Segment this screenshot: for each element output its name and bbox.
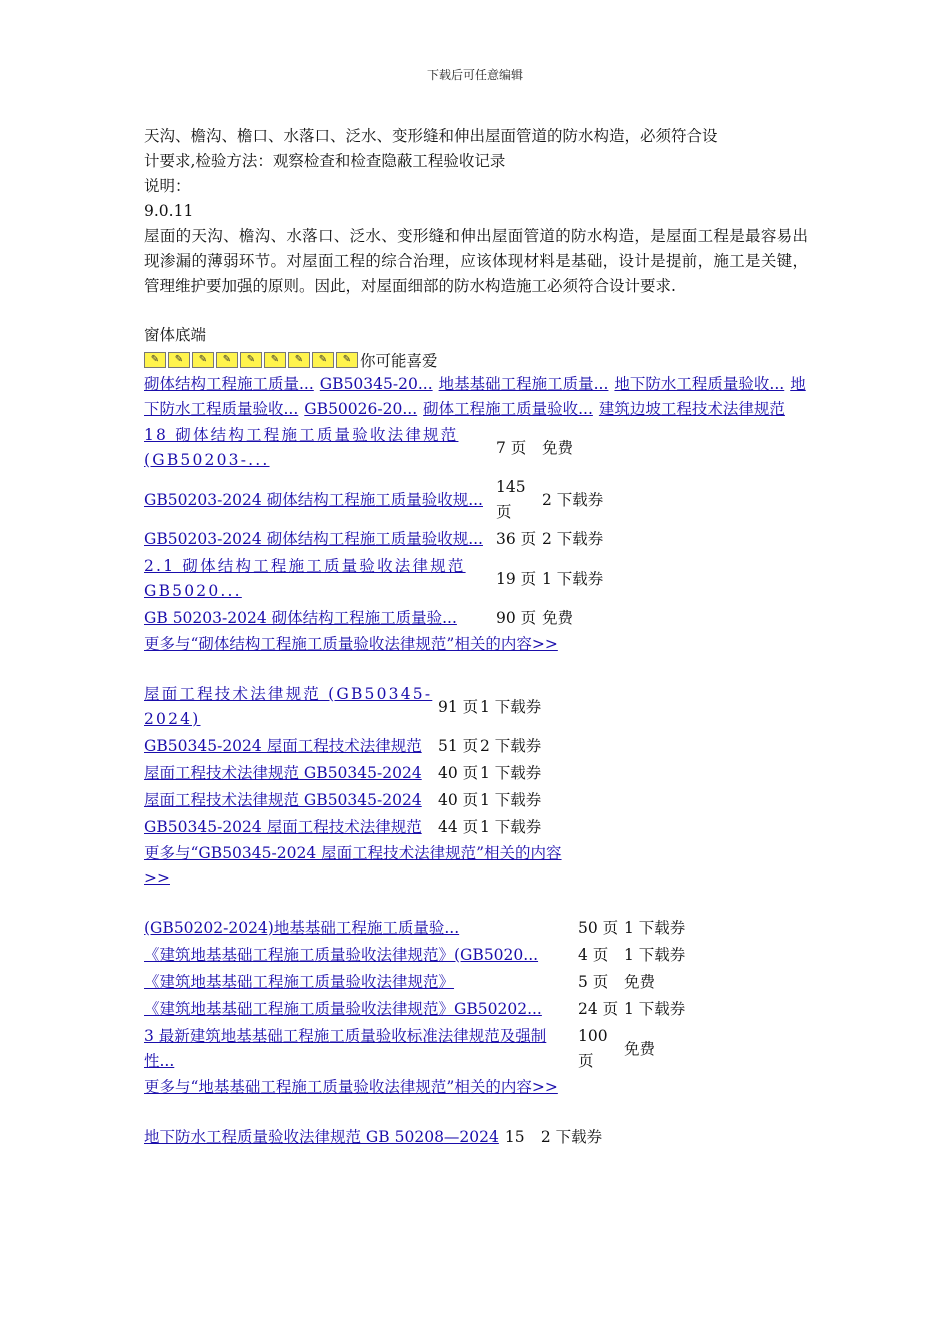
page-header: 下载后可任意编辑 [426, 68, 523, 82]
table-row [144, 526, 642, 553]
price-label: 免费 [624, 1039, 656, 1058]
table-row [144, 422, 642, 474]
main-content [144, 124, 808, 1151]
body-paragraph: 屋面的天沟、檐沟、水落口、泛水、变形缝和伸出屋面管道的防水构造，是屋面工程是最容易出现渗漏的薄弱环节。对屋面工程的综合治理，应该体现材料是基础，设计是提前，施工是关键，管理维护要加强的原则。因此，对屋面细部的防水构造施工必须符合设计要求. [144, 227, 808, 295]
page-count: 40 页 [438, 791, 479, 809]
price-label: 1 下载券 [480, 791, 542, 809]
price-label: 2 下载券 [480, 737, 542, 755]
doc-link[interactable]: 《建筑地基基础工程施工质量验收法律规范》 [144, 973, 455, 991]
doc-link[interactable]: 屋面工程技术法律规范 (GB50345-2024) [144, 685, 433, 728]
rating-star-icon[interactable]: ✎ [312, 352, 334, 368]
body-line-4: 9.0.11 [144, 202, 194, 220]
page-count: 4 页 [578, 946, 609, 964]
page-count: 51 页 [438, 737, 479, 755]
form-end-label: 窗体底端 [144, 326, 207, 344]
price-label: 1 下载券 [480, 764, 542, 782]
doc-link[interactable]: 《建筑地基基础工程施工质量验收法律规范》GB50202... [144, 1000, 542, 1018]
page-count: 7 页 [496, 438, 527, 457]
page-count: 15 [504, 1128, 525, 1146]
more-link[interactable]: 更多与“GB50345-2024 屋面工程技术法律规范”相关的内容>> [144, 844, 562, 887]
rating-star-icon[interactable]: ✎ [336, 352, 358, 368]
you-may-like-label: 你可能喜爱 [360, 352, 438, 370]
rating-star-icon[interactable]: ✎ [168, 352, 190, 368]
table-row [144, 760, 580, 787]
price-label: 2 下载券 [542, 530, 604, 548]
price-label: 1 下载券 [624, 946, 686, 964]
doc-link[interactable]: (GB50202-2024)地基基础工程施工质量验... [144, 919, 460, 937]
page-count: 90 页 [496, 609, 537, 627]
doc-link[interactable]: 屋面工程技术法律规范 GB50345-2024 [144, 791, 422, 809]
body-line-3: 说明： [144, 177, 191, 195]
more-link[interactable]: 更多与“砌体结构工程施工质量验收法律规范”相关的内容>> [144, 635, 558, 653]
page-count: 100 页 [578, 1027, 608, 1070]
rating-stars [144, 352, 360, 368]
rating-star-icon[interactable]: ✎ [216, 352, 238, 368]
more-link[interactable]: 更多与“地基基础工程施工质量验收法律规范”相关的内容>> [144, 1078, 558, 1096]
rating-row [144, 348, 808, 372]
doc-link[interactable]: GB50203-2024 砌体结构工程施工质量验收规... [144, 530, 483, 548]
related-link[interactable]: 地基基础工程施工质量... [438, 375, 609, 393]
body-line-2: 计要求,检验方法：观察检查和检查隐蔽工程验收记录 [144, 152, 506, 170]
related-links [144, 372, 808, 422]
page-count: 36 页 [496, 530, 537, 548]
body-line-1: 天沟、檐沟、檐口、水落口、泛水、变形缝和伸出屋面管道的防水构造，必须符合设 [144, 127, 718, 145]
doc-link[interactable]: 3 最新建筑地基基础工程施工质量验收标准法律规范及强制性... [144, 1027, 547, 1070]
table-row [144, 553, 642, 605]
doc-table-4 [144, 1124, 602, 1151]
doc-link[interactable]: GB 50203-2024 砌体结构工程施工质量验... [144, 609, 457, 627]
table-row [144, 996, 724, 1023]
table-row [144, 681, 580, 733]
page-count: 5 页 [578, 973, 609, 991]
price-label: 免费 [624, 973, 656, 991]
page-count: 91 页 [438, 697, 479, 716]
price-label: 2 下载券 [540, 1128, 603, 1146]
price-label: 1 下载券 [624, 1000, 686, 1018]
price-label: 免费 [542, 438, 574, 457]
table-row [144, 814, 580, 841]
price-label: 1 下载券 [542, 569, 604, 588]
rating-star-icon[interactable]: ✎ [264, 352, 286, 368]
page-count: 44 页 [438, 818, 479, 836]
doc-table-3 [144, 915, 724, 1075]
doc-link[interactable]: 18 砌体结构工程施工质量验收法律规范(GB50203-... [144, 426, 459, 469]
page-count: 50 页 [578, 919, 619, 937]
related-link[interactable]: GB50345-20... [319, 375, 433, 393]
doc-link[interactable]: GB50345-2024 屋面工程技术法律规范 [144, 737, 422, 755]
related-link[interactable]: 砌体结构工程施工质量... [144, 375, 314, 393]
doc-link[interactable]: 《建筑地基基础工程施工质量验收法律规范》(GB5020... [144, 946, 539, 964]
doc-link[interactable]: 2.1 砌体结构工程施工质量验收法律规范 GB5020... [144, 557, 466, 600]
price-label: 1 下载券 [624, 919, 686, 937]
rating-star-icon[interactable]: ✎ [240, 352, 262, 368]
page-count: 40 页 [438, 764, 479, 782]
doc-table-2 [144, 681, 580, 841]
table-row [144, 1023, 724, 1075]
table-row [144, 733, 580, 760]
related-link[interactable]: 地下防水工程质量验收... [614, 375, 785, 393]
table-row [144, 605, 642, 632]
rating-star-icon[interactable]: ✎ [288, 352, 310, 368]
table-row [144, 915, 724, 942]
doc-link[interactable]: GB50203-2024 砌体结构工程施工质量验收规... [144, 490, 483, 509]
page-count: 19 页 [496, 569, 537, 588]
related-link[interactable]: 建筑边坡工程技术法律规范 [598, 400, 785, 418]
related-link[interactable]: 砌体工程施工质量验收... [423, 400, 593, 418]
doc-link[interactable]: 地下防水工程质量验收法律规范 GB 50208—2024 [144, 1128, 499, 1146]
related-link[interactable]: GB50026-20... [304, 400, 418, 418]
doc-link[interactable]: 屋面工程技术法律规范 GB50345-2024 [144, 764, 422, 782]
price-label: 1 下载券 [480, 697, 542, 716]
table-row [144, 942, 724, 969]
table-row [144, 787, 580, 814]
price-label: 免费 [542, 609, 574, 627]
doc-link[interactable]: GB50345-2024 屋面工程技术法律规范 [144, 818, 422, 836]
table-row [144, 474, 642, 526]
price-label: 1 下载券 [480, 818, 542, 836]
related-link[interactable]: 地下防水工程质量验收... [144, 375, 806, 418]
rating-star-icon[interactable]: ✎ [192, 352, 214, 368]
table-row [144, 1124, 602, 1151]
table-row [144, 969, 724, 996]
page-count: 24 页 [578, 1000, 619, 1018]
doc-table-1 [144, 422, 642, 632]
price-label: 2 下载券 [542, 490, 604, 509]
page-count: 145 页 [496, 478, 526, 521]
rating-star-icon[interactable]: ✎ [144, 352, 166, 368]
